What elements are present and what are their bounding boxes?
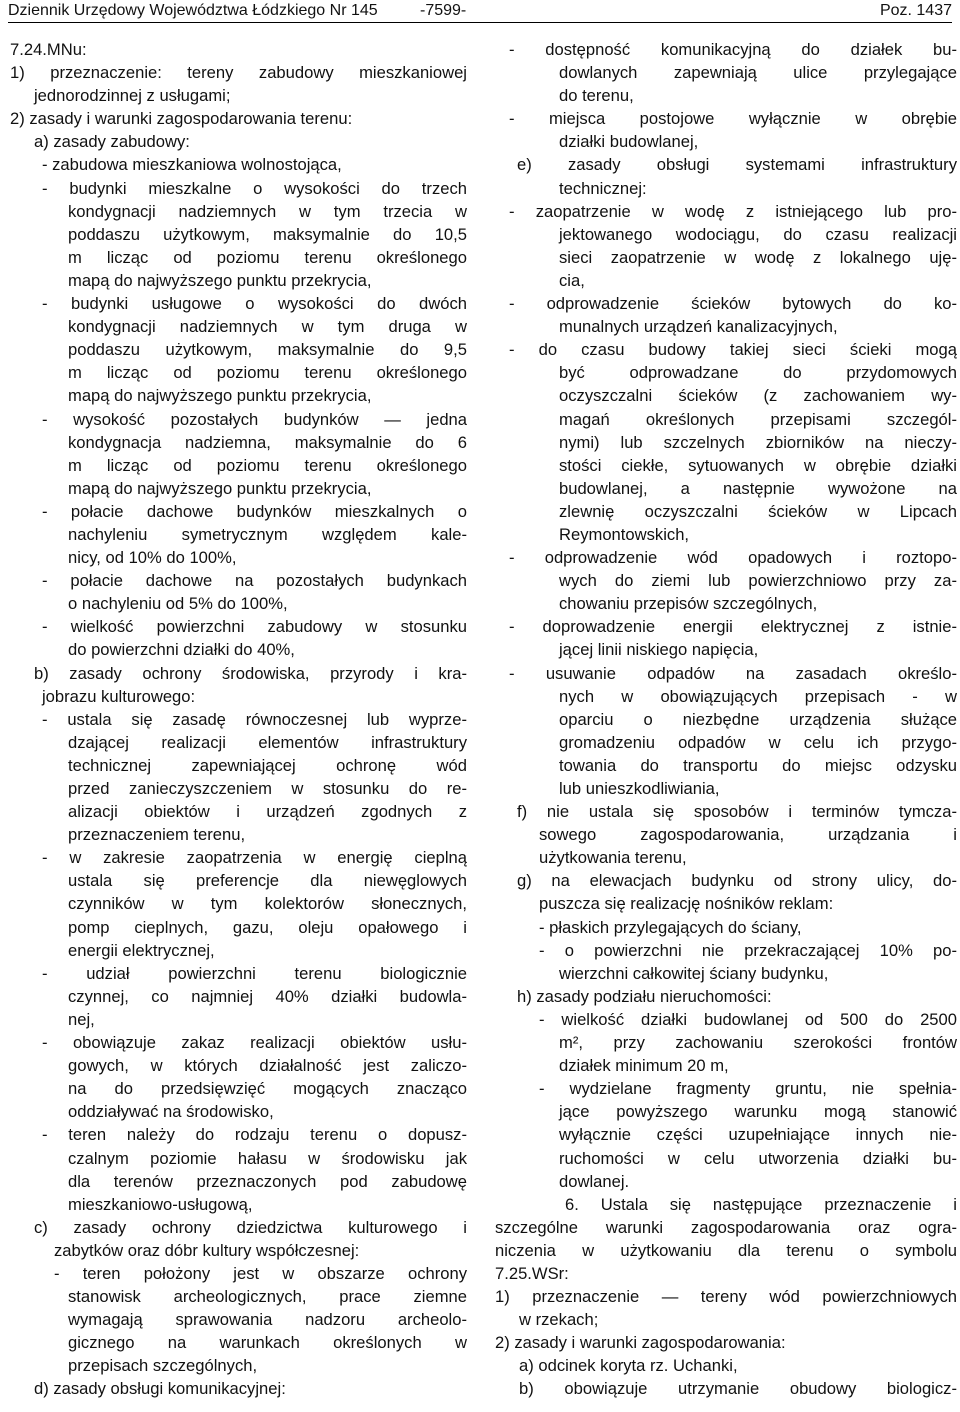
text-line: zlewnię oczyszczalni ścieków w Lipcach [559,501,957,521]
text-line: oddziaływać na środowisko, [68,1102,274,1122]
text-line: mieszkaniowo-usługową, [68,1194,253,1214]
text-line: jącej linii niskiego napięcia, [559,640,759,660]
text-line: kondygnacji nadziemnych w tym druga w [68,317,467,337]
text-line: gromadzeniu odpadów w celu ich przygo- [559,732,957,752]
text-line: czynników w tym kolektorów słonecznych, [68,894,467,914]
text-line: - połacie dachowe budynków mieszkalnych o [42,501,467,521]
text-line: f) nie ustala się sposobów i terminów tymcza- [517,802,957,822]
text-line: 7.24.MNu: [10,40,87,59]
text-line: stości ciekłe, sytuowanych w obrębie działki [559,455,957,475]
text-line: dowlanych zapewniają ulice przylegające [559,63,957,83]
left-column [10,38,467,1401]
text-line: a) zasady zabudowy: [34,132,190,152]
text-line: dzającej realizacji elementów infrastruktury [68,732,467,752]
text-line: dla terenów przeznaczonych pod zabudowę [68,1171,467,1191]
text-line: e) zasady obsługi systemami infrastruktury [517,155,957,175]
text-line: munalnych urządzeń kanalizacyjnych, [559,317,838,337]
text-line: kondygnacji nadziemnych w tym trzecia w [68,201,467,221]
text-line: - połacie dachowe na pozostałych budynkach [42,571,467,591]
text-line: nachyleniu symetrycznym względem kale- [68,524,467,544]
text-line: nymi) lub szczelnych zbiorników na nieczy- [559,432,957,452]
text-line: - obowiązuje zakaz realizacji obiektów usłu- [42,1033,467,1053]
text-line: - odprowadzenie wód opadowych i roztopo- [509,548,957,568]
text-line: - wielkość powierzchni zabudowy w stosunku [42,617,467,637]
text-line: - udział powierzchni terenu biologicznie [42,963,467,983]
text-line: szczególne warunki zagospodarowania oraz ogra- [495,1217,957,1237]
text-line: przed zanieczyszczeniem w stosunku do re- [68,779,467,798]
text-line: wyłącznie części uzupełniające innych nie- [559,1125,957,1145]
position-number: Poz. 1437 [879,2,952,19]
text-line: - o powierzchni nie przekraczającej 10% po- [539,940,957,960]
text-line: działek minimum 20 m, [559,1056,729,1076]
text-line: 1) przeznaczenie — tereny wód powierzchniowych [495,1287,957,1307]
text-line: m licząc od poziomu terenu określonego [68,247,467,267]
text-line: wych do ziemi lub powierzchniowo przy za- [559,571,957,591]
text-line: lub unieszkodliwiania, [559,779,720,798]
right-column [495,38,957,1401]
text-line: wierzchni całkowitej ściany budynku, [559,963,829,983]
text-line: przepisach szczególnych, [68,1356,258,1376]
text-line: sieci zaopatrzenie w wodę z lokalnego uję- [559,247,957,267]
text-line: nych w obowiązujących przepisach - w [559,686,957,706]
page-header [8,0,952,22]
text-line: - ustala się zasadę równoczesnej lub wyprze- [42,709,467,729]
text-line: mapą do najwyższego punktu przekrycia, [68,386,372,406]
text-line: - wydzielane fragmenty gruntu, nie spełnia- [539,1079,957,1099]
text-line: działki budowlanej, [559,132,699,152]
text-line: cia, [559,270,585,290]
text-line: zabytków oraz dóbr kultury współczesnej: [54,1240,360,1260]
text-line: nicy, od 10% do 100%, [68,548,237,568]
text-line: wymagają sprawowania nadzoru archeolo- [68,1310,467,1330]
text-line: h) zasady podziału nieruchomości: [517,986,772,1006]
text-line: 1) przeznaczenie: tereny zabudowy mieszkaniowej [10,63,467,83]
text-line: b) zasady ochrony środowiska, przyrody i kra- [34,663,467,683]
text-line: - dostępność komunikacyjną do działek bu- [509,40,957,59]
text-line: użytkowania terenu, [539,848,687,868]
text-line: g) na elewacjach budynku od strony ulicy, do- [517,871,957,891]
text-line: pomp cieplnych, gazu, oleju opałowego i [68,917,467,937]
text-line: gicznego na warunkach określonych w [68,1333,467,1353]
text-line: - teren położony jest w obszarze ochrony [54,1263,467,1283]
text-line: dowlanej. [559,1171,630,1191]
text-line: do terenu, [559,86,634,106]
text-line: 2) zasady i warunki zagospodarowania terenu: [10,109,353,129]
text-line: czalnym poziomie hałasu w środowisku jak [68,1148,467,1168]
text-line: m², przy zachowaniu szerokości frontów [559,1033,957,1053]
text-line: mapą do najwyższego punktu przekrycia, [68,478,372,498]
text-line: magań określonych przepisami szczegól- [559,409,957,429]
text-line: ruchomości w celu utworzenia działki bu- [559,1148,957,1168]
text-line: jektowanego wodociągu, do czasu realizacji [559,224,957,244]
text-line: - do czasu budowy takiej sieci ścieki mogą [509,340,957,360]
text-line: ustala się preferencje dla niewęglowych [68,871,467,891]
text-line: budowlanej, a następnie wywożone na [559,478,957,498]
text-line: stanowisk archeologicznych, prace ziemne [68,1287,467,1307]
text-line: chowaniu przepisów szczególnych, [559,594,818,614]
text-line: kondygnacja nadziemna, maksymalnie do 6 [68,432,467,452]
text-line: - teren należy do rodzaju terenu o dopusz- [42,1125,467,1145]
journal-title: Dziennik Urzędowy Województwa Łódzkiego Nr 145 [8,2,378,19]
text-line: 7.25.WSr: [495,1263,569,1283]
text-line: - zaopatrzenie w wodę z istniejącego lub pro- [509,201,957,221]
text-line: oczyszczalni ścieków (z zachowaniem wy- [559,386,957,406]
text-line: niczenia w użytkowaniu dla terenu o symbolu [495,1240,957,1260]
text-line: być odprowadzane do przydomowych [559,363,957,383]
text-line: energii elektrycznej, [68,940,215,960]
text-line: - wielkość działki budowlanej od 500 do 2500 [539,1009,957,1029]
text-line: - płaskich przylegających do ściany, [539,917,802,937]
text-line: - odprowadzenie ścieków bytowych do ko- [509,294,957,314]
text-line: nej, [68,1009,95,1029]
text-line: jące powyższego warunku mogą stanowić [559,1102,957,1122]
text-line: - wysokość pozostałych budynków — jedna [42,409,467,429]
text-line: mapą do najwyższego punktu przekrycia, [68,270,372,290]
text-line: b) obowiązuje utrzymanie obudowy biologicz- [519,1379,957,1399]
text-line: - zabudowa mieszkaniowa wolnostojąca, [42,155,342,175]
text-line: m licząc od poziomu terenu określonego [68,363,467,383]
text-line: - w zakresie zaopatrzenia w energię cieplną [42,848,467,868]
text-line: jednorodzinnej z usługami; [34,86,231,106]
text-line: sowego zagospodarowania, urządzania i [539,825,957,845]
text-line: 6. Ustala się następujące przeznaczenie i [565,1194,957,1214]
text-line: 2) zasady i warunki zagospodarowania: [495,1333,786,1353]
text-line: technicznej: [559,178,647,198]
text-line: d) zasady obsługi komunikacyjnej: [34,1379,286,1399]
text-line: - miejsca postojowe wyłącznie w obrębie [509,109,957,129]
text-line: - usuwanie odpadów na zasadach określo- [509,663,957,683]
text-line: oparciu o niezbędne urządzenia służące [559,709,957,729]
text-line: - doprowadzenie energii elektrycznej z istnie- [509,617,957,637]
text-line: a) odcinek koryta rz. Uchanki, [519,1356,738,1376]
header-rule [8,22,952,23]
text-line: towania do transportu do miejsc odzysku [559,755,957,775]
text-line: m licząc od poziomu terenu określonego [68,455,467,475]
text-line: jobrazu kulturowego: [42,686,196,706]
text-line: alizacji obiektów i urządzeń zgodnych z [68,802,467,822]
text-line: poddaszu użytkowym, maksymalnie do 9,5 [68,340,467,360]
text-line: poddaszu użytkowym, maksymalnie do 10,5 [68,224,467,244]
text-line: przeznaczeniem terenu, [68,825,246,845]
text-line: na do przedsięwzięć mogących znacząco [68,1079,467,1099]
text-line: - budynki usługowe o wysokości do dwóch [42,294,467,314]
text-line: gowych, w których działalność jest zaliczo- [68,1056,467,1076]
text-line: do powierzchni działki do 40%, [68,640,295,660]
text-line: w rzekach; [519,1310,599,1330]
page-number: -7599- [420,2,467,19]
text-line: Reymontowskich, [559,524,690,544]
text-line: czynnej, co najmniej 40% działki budowla- [68,986,467,1006]
text-line: - budynki mieszkalne o wysokości do trzech [42,178,467,198]
text-line: puszcza się realizację nośników reklam: [539,894,834,914]
text-line: o nachyleniu od 5% do 100%, [68,594,288,614]
text-line: c) zasady ochrony dziedzictwa kulturowego i [34,1217,467,1237]
text-line: technicznej zapewniającej ochronę wód [68,755,467,775]
